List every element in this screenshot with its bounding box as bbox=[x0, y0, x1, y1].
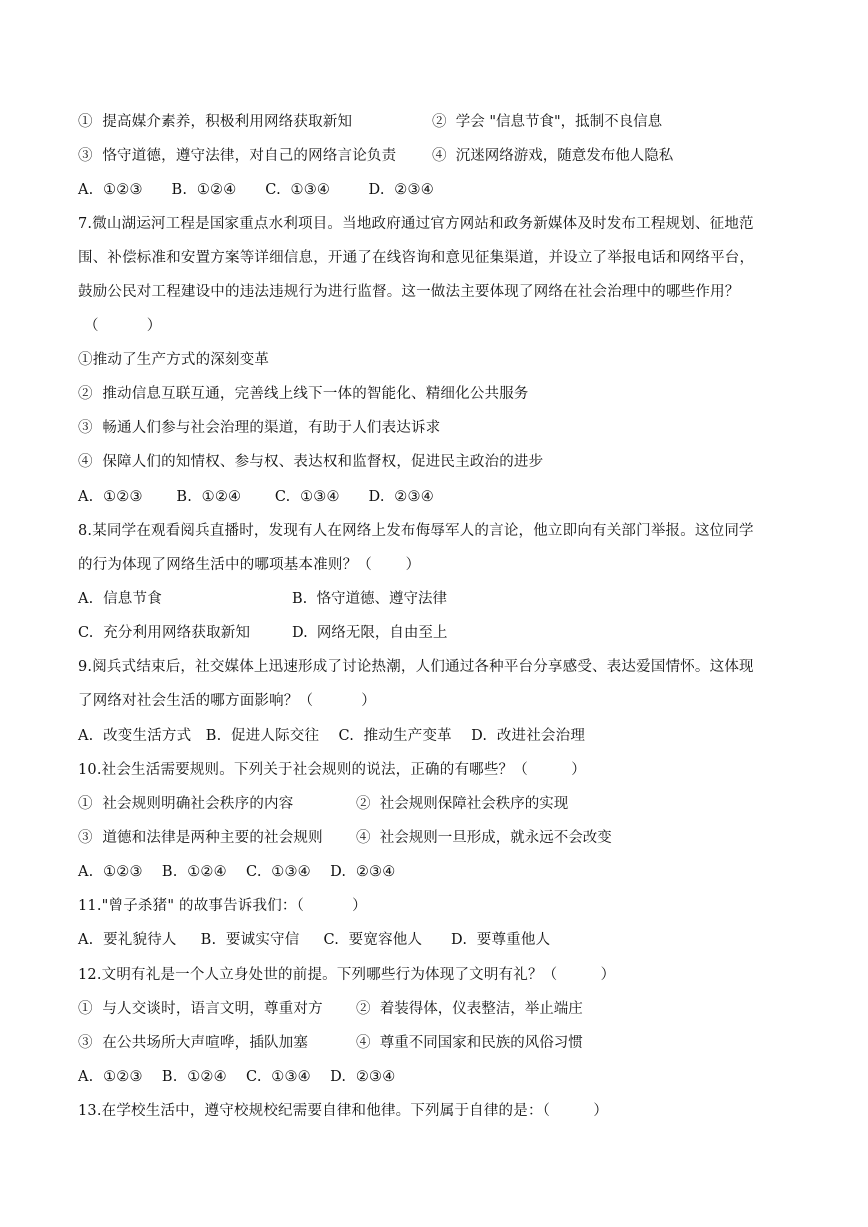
q7-option-4: ④ 保障人们的知情权、参与权、表达权和监督权，促进民主政治的进步 bbox=[78, 454, 544, 470]
q7-option-2: ② 推动信息互联互通，完善线上线下一体的智能化、精细化公共服务 bbox=[78, 386, 529, 402]
q6-option-3: ③ 恪守道德，遵守法律，对自己的网络言论负责 bbox=[78, 148, 397, 164]
q8-option-d: D. 网络无限，自由至上 bbox=[292, 625, 448, 641]
q7-stem-line2: 围、补偿标准和安置方案等详细信息，开通了在线咨询和意见征集渠道，并设立了举报电话和网络平台， bbox=[78, 250, 755, 266]
q6-option-1-3: ① 提高媒介素养，积极利用网络获取新知 bbox=[78, 114, 353, 130]
q10-answers: A. ①②③ B. ①②④ C. ①③④ D. ②③④ bbox=[78, 864, 396, 880]
q13-stem: 13.在学校生活中，遵守校规校纪需要自律和他律。下列属于自律的是：（ ） bbox=[78, 1103, 609, 1119]
q12-option-4: ④ 尊重不同国家和民族的风俗习惯 bbox=[356, 1035, 583, 1051]
q10-stem: 10.社会生活需要规则。下列关于社会规则的说法，正确的有哪些？（ ） bbox=[78, 762, 586, 778]
q8-option-c: C. 充分利用网络获取新知 bbox=[78, 625, 251, 641]
q7-option-1: ①推动了生产方式的深刻变革 bbox=[78, 352, 270, 368]
q10-option-3: ③ 道德和法律是两种主要的社会规则 bbox=[78, 830, 323, 846]
q9-stem-line2: 了网络对社会生活的哪方面影响？（ ） bbox=[78, 693, 376, 709]
q7-option-3: ③ 畅通人们参与社会治理的渠道，有助于人们表达诉求 bbox=[78, 420, 441, 436]
q6-option-4: ④ 沉迷网络游戏，随意发布他人隐私 bbox=[432, 148, 674, 164]
q8-stem-line1: 8.某同学在观看阅兵直播时，发现有人在网络上发布侮辱军人的言论，他立即向有关部门举报。这位同学 bbox=[78, 523, 754, 539]
q10-option-4: ④ 社会规则一旦形成，就永远不会改变 bbox=[356, 830, 612, 846]
q12-option-2: ② 着装得体，仪表整洁，举止端庄 bbox=[356, 1001, 583, 1017]
q9-answers: A. 改变生活方式 B. 促进人际交往 C. 推动生产变革 D. 改进社会治理 bbox=[78, 728, 586, 744]
q7-answer-blank: （ ） bbox=[84, 318, 162, 334]
q10-option-2: ② 社会规则保障社会秩序的实现 bbox=[356, 796, 569, 812]
q10-option-1: ① 社会规则明确社会秩序的内容 bbox=[78, 796, 294, 812]
q9-stem-line1: 9.阅兵式结束后，社交媒体上迅速形成了讨论热潮，人们通过各种平台分享感受、表达爱国情怀。这体现 bbox=[78, 659, 754, 675]
q12-answers: A. ①②③ B. ①②④ C. ①③④ D. ②③④ bbox=[78, 1069, 396, 1085]
q11-answers: A. 要礼貌待人 B. 要诚实守信 C. 要宽容他人 D. 要尊重他人 bbox=[78, 932, 551, 948]
q6-answers: A. ①②③ B. ①②④ C. ①③④ D. ②③④ bbox=[78, 182, 434, 198]
q12-stem: 12.文明有礼是一个人立身处世的前提。下列哪些行为体现了文明有礼？（ ） bbox=[78, 967, 616, 983]
q7-stem-line1: 7.微山湖运河工程是国家重点水利项目。当地政府通过官方网站和政务新媒体及时发布工程规划、征地范 bbox=[78, 216, 754, 232]
q11-stem: 11."曾子杀猪" 的故事告诉我们：（ ） bbox=[78, 898, 367, 914]
q12-option-3: ③ 在公共场所大声喧哗，插队加塞 bbox=[78, 1035, 309, 1051]
q8-option-b: B. 恪守道德、遵守法律 bbox=[292, 591, 447, 607]
q8-stem-line2: 的行为体现了网络生活中的哪项基本准则？（ ） bbox=[78, 557, 421, 573]
q12-option-1: ① 与人交谈时，语言文明，尊重对方 bbox=[78, 1001, 323, 1017]
q7-answers: A. ①②③ B. ①②④ C. ①③④ D. ②③④ bbox=[78, 489, 434, 505]
q8-option-a: A. 信息节食 bbox=[78, 591, 162, 607]
q7-stem-line3: 鼓励公民对工程建设中的违法违规行为进行监督。这一做法主要体现了网络在社会治理中的哪些作用？ bbox=[78, 284, 740, 300]
q6-option-2: ② 学会 "信息节食"，抵制不良信息 bbox=[432, 114, 663, 130]
